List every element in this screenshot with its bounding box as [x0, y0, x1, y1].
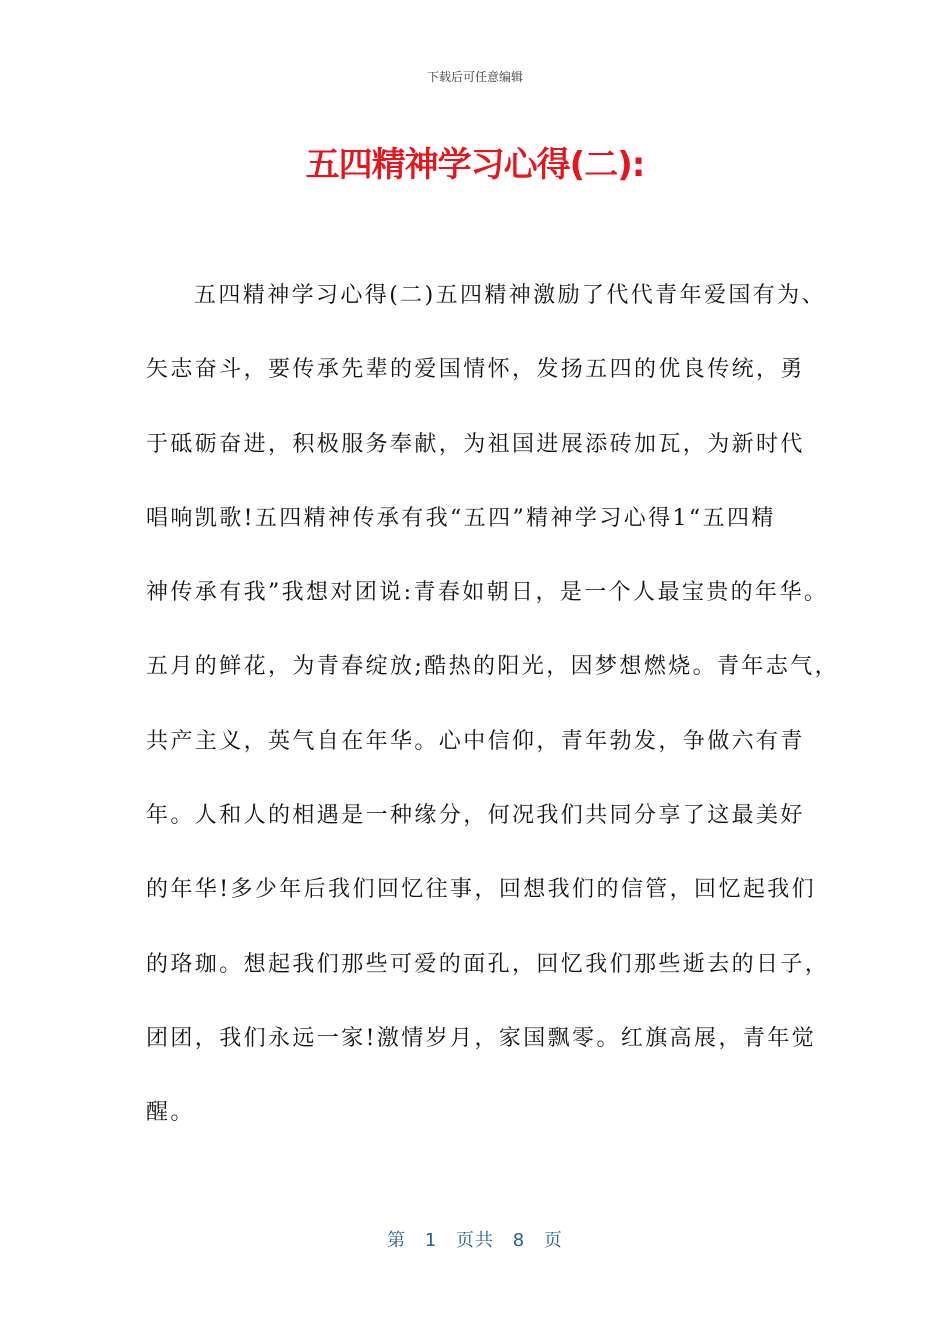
body-line: 醒。 [146, 1100, 195, 1126]
body-line: 神传承有我”我想对团说:青春如朝日，是一个人最宝贵的年华。 [146, 580, 829, 606]
body-line: 于砥砺奋进，积极服务奉献，为祖国进展添砖加瓦，为新时代 [146, 431, 805, 457]
body-line: 矢志奋斗，要传承先辈的爱国情怀，发扬五四的优良传统，勇 [146, 357, 805, 383]
page-label-pre: 第 [387, 1230, 407, 1251]
page-total: 8 [512, 1230, 526, 1251]
body-line: 团团，我们永远一家!激情岁月，家国飘零。红旗高展，青年觉 [146, 1025, 817, 1051]
page-label-post: 页 [543, 1230, 563, 1251]
page-current: 1 [424, 1230, 438, 1251]
document-title: 五四精神学习心得(二): [305, 145, 645, 185]
body-line: 五月的鲜花，为青春绽放;酷热的阳光，因梦想燃烧。青年志气， [146, 654, 840, 680]
page-label-mid: 页共 [456, 1230, 494, 1251]
body-line: 的珞珈。想起我们那些可爱的面孔，回忆我们那些逝去的日子， [146, 951, 830, 977]
body-line: 的年华!多少年后我们回忆往事，回想我们的信管，回忆起我们 [146, 877, 817, 903]
body-line: 唱响凯歌!五四精神传承有我“五四”精神学习心得1“五四精 [146, 505, 776, 531]
body-line: 共产主义，英气自在年华。心中信仰，青年勃发，争做六有青 [146, 728, 805, 754]
page-footer [0, 1226, 950, 1252]
body-text [146, 270, 840, 1162]
header-note: 下载后可任意编辑 [426, 70, 523, 84]
body-line: 五四精神学习心得(二)五四精神激励了代代青年爱国有为、 [194, 283, 826, 308]
body-line: 年。人和人的相遇是一种缘分，何况我们共同分享了这最美好 [146, 803, 805, 829]
